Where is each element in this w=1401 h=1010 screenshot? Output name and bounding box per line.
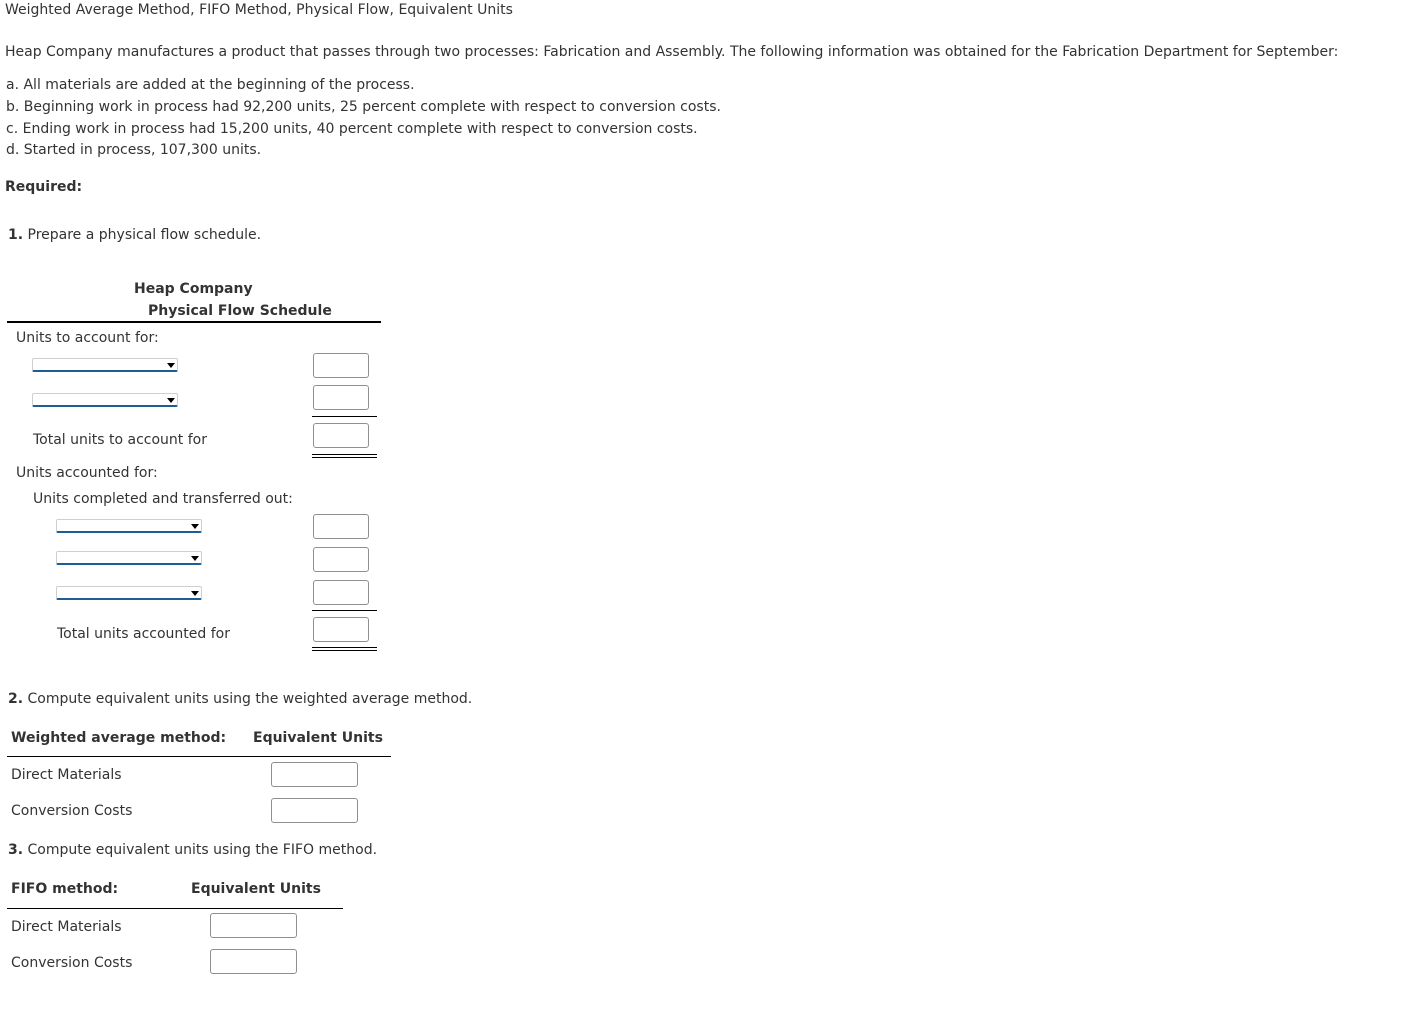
schedule-title: Physical Flow Schedule	[148, 303, 332, 319]
units-to-account-input-2[interactable]	[313, 385, 369, 410]
fifo-direct-materials-label: Direct Materials	[11, 919, 122, 935]
fifo-direct-materials-input[interactable]	[210, 913, 297, 938]
fifo-conversion-costs-label: Conversion Costs	[11, 955, 133, 971]
fifo-column-header: Equivalent Units	[191, 881, 321, 897]
question-3-text: Compute equivalent units using the FIFO method.	[23, 842, 378, 858]
wa-header-rule	[7, 756, 391, 757]
page-title: Weighted Average Method, FIFO Method, Physical Flow, Equivalent Units	[5, 2, 513, 18]
total-to-account-label: Total units to account for	[33, 432, 207, 448]
question-1-text: Prepare a physical flow schedule.	[23, 227, 262, 243]
total-to-account-input[interactable]	[313, 423, 369, 448]
question-2-text: Compute equivalent units using the weighted average method.	[23, 691, 473, 707]
units-accounted-label: Units accounted for:	[16, 465, 158, 481]
question-1-number: 1.	[8, 227, 24, 243]
chevron-down-icon	[191, 556, 199, 561]
completed-transferred-label: Units completed and transferred out:	[33, 491, 293, 507]
question-3	[8, 842, 377, 858]
question-3-number: 3.	[8, 842, 24, 858]
units-accounted-input-3[interactable]	[313, 580, 369, 605]
fact-b: b. Beginning work in process had 92,200 units, 25 percent complete with respect to conversion costs.	[6, 99, 721, 115]
total-accounted-input[interactable]	[313, 617, 369, 642]
units-to-account-input-1[interactable]	[313, 353, 369, 378]
units-accounted-select-1[interactable]	[56, 519, 202, 533]
units-to-account-select-2[interactable]	[32, 393, 178, 407]
chevron-down-icon	[167, 398, 175, 403]
chevron-down-icon	[191, 591, 199, 596]
fifo-header-rule	[7, 908, 343, 909]
fact-d: d. Started in process, 107,300 units.	[6, 142, 262, 158]
total-accounted-label: Total units accounted for	[57, 626, 230, 642]
question-2	[8, 691, 472, 707]
total-double-rule	[312, 647, 377, 651]
schedule-company: Heap Company	[134, 281, 253, 297]
fact-a: a. All materials are added at the beginning of the process.	[6, 77, 415, 93]
wa-direct-materials-input[interactable]	[271, 762, 358, 787]
question-1	[8, 227, 261, 243]
wa-method-label: Weighted average method:	[11, 730, 227, 746]
subtotal-rule	[312, 610, 377, 611]
units-accounted-select-2[interactable]	[56, 551, 202, 565]
wa-direct-materials-label: Direct Materials	[11, 767, 122, 783]
subtotal-rule	[312, 416, 377, 417]
question-2-number: 2.	[8, 691, 24, 707]
units-accounted-input-2[interactable]	[313, 547, 369, 572]
chevron-down-icon	[191, 524, 199, 529]
units-to-account-select-1[interactable]	[32, 358, 178, 372]
wa-conversion-costs-input[interactable]	[271, 798, 358, 823]
chevron-down-icon	[167, 363, 175, 368]
wa-conversion-costs-label: Conversion Costs	[11, 803, 133, 819]
units-to-account-label: Units to account for:	[16, 330, 159, 346]
total-double-rule	[312, 454, 377, 458]
wa-column-header: Equivalent Units	[253, 730, 383, 746]
units-accounted-select-3[interactable]	[56, 586, 202, 600]
units-accounted-input-1[interactable]	[313, 514, 369, 539]
schedule-header-rule	[7, 321, 381, 323]
fifo-conversion-costs-input[interactable]	[210, 949, 297, 974]
required-heading: Required:	[5, 179, 83, 195]
fact-c: c. Ending work in process had 15,200 units, 40 percent complete with respect to conversion costs.	[6, 121, 698, 137]
problem-intro: Heap Company manufactures a product that passes through two processes: Fabrication and Assembly. The following information was obtained for the Fabrication Department for September:	[5, 44, 1339, 60]
fifo-method-label: FIFO method:	[11, 881, 119, 897]
